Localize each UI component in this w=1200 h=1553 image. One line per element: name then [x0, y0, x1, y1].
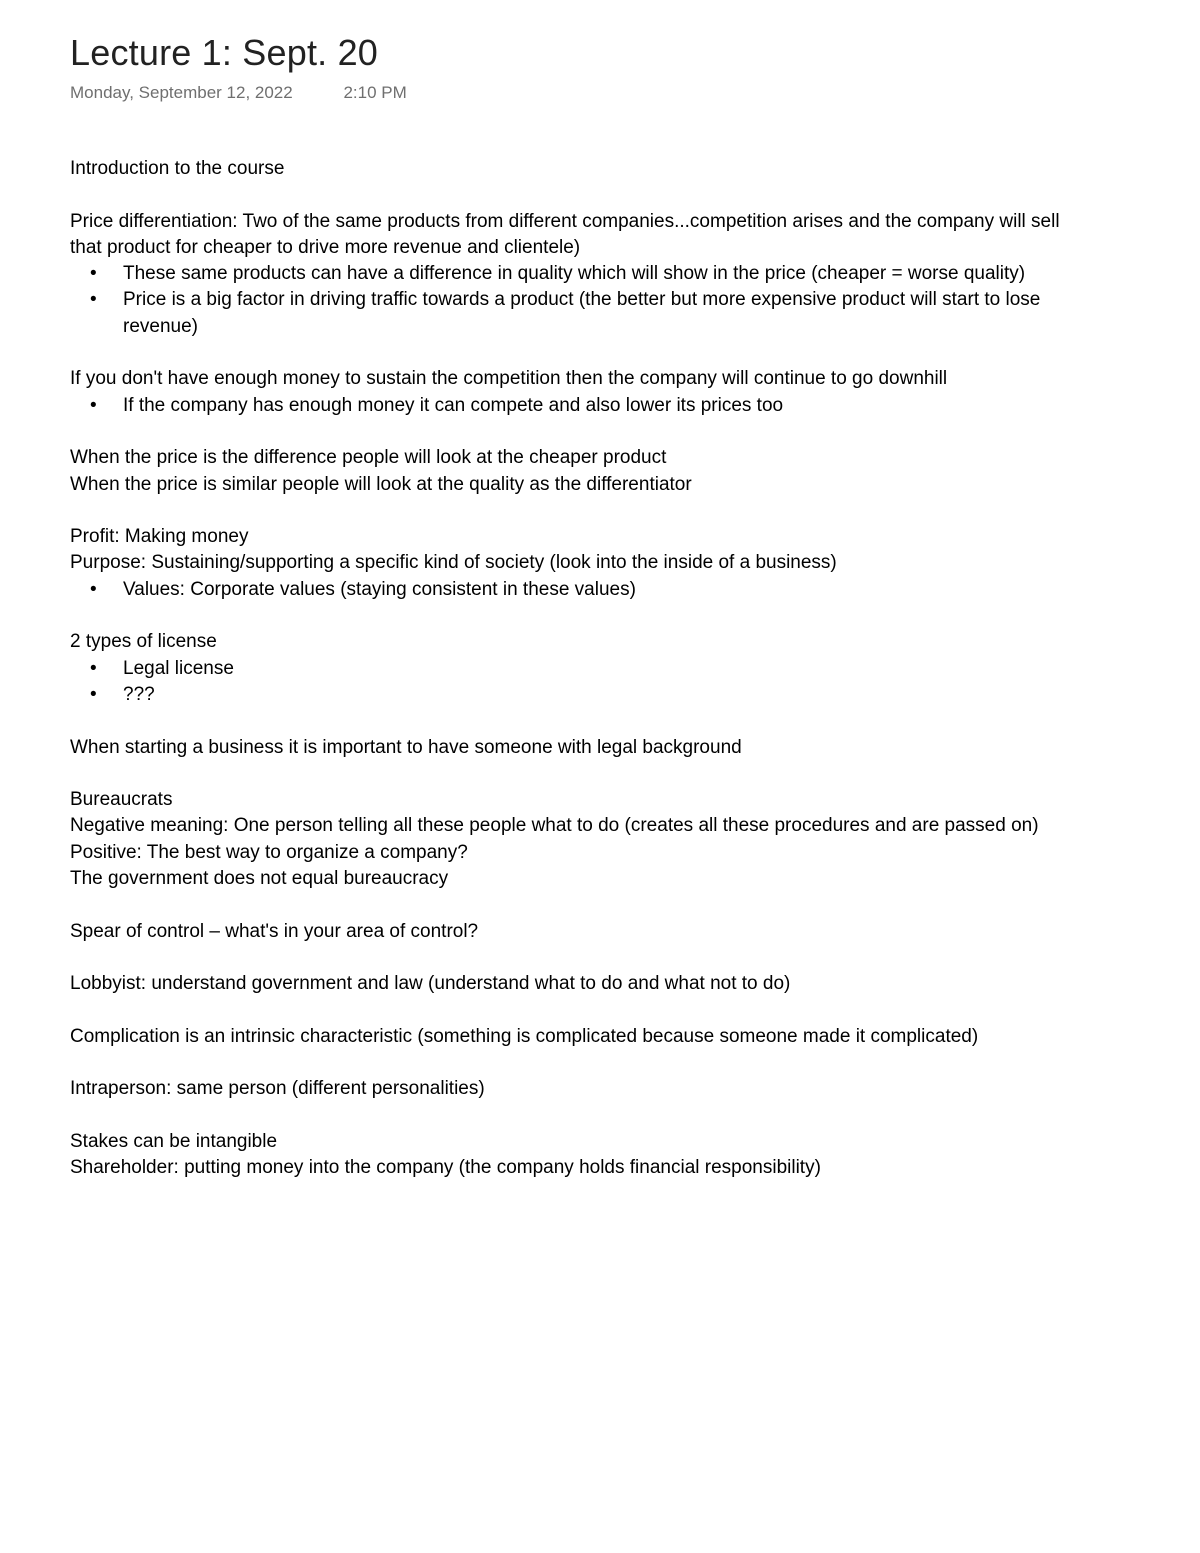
blank-line	[70, 340, 1070, 366]
note-paragraph: Negative meaning: One person telling all these people what to do (creates all these procedures and are passed on)	[70, 815, 1039, 837]
note-time: 2:10 PM	[343, 83, 407, 102]
bullet-item	[70, 577, 1070, 603]
blank-line	[70, 1050, 1070, 1076]
bullet-item	[70, 287, 1070, 340]
note-page	[70, 30, 1070, 1182]
page-title: Lecture 1: Sept. 20	[70, 32, 379, 73]
note-paragraph: When the price is similar people will look at the quality as the differentiator	[70, 473, 692, 495]
note-paragraph: The government does not equal bureaucracy	[70, 868, 449, 890]
bullet-text: ???	[123, 683, 155, 705]
bullet-list	[70, 656, 1070, 709]
note-paragraph: Introduction to the course	[70, 158, 285, 179]
note-paragraph: 2 types of license	[70, 631, 217, 653]
note-paragraph: Intraperson: same person (different personalities)	[70, 1078, 485, 1100]
blank-line	[70, 761, 1070, 787]
bullet-icon: •	[90, 683, 97, 705]
note-paragraph: Shareholder: putting money into the company (the company holds financial responsibility)	[70, 1157, 821, 1179]
bullet-item	[70, 682, 1070, 708]
note-meta	[70, 82, 1070, 104]
note-body	[70, 156, 1070, 1182]
note-paragraph: Lobbyist: understand government and law (understand what to do and what not to do)	[70, 973, 791, 995]
note-paragraph: Stakes can be intangible	[70, 1130, 278, 1152]
blank-line	[70, 498, 1070, 524]
note-paragraph: If you don't have enough money to sustain the competition then the company will continue to go downhill	[70, 368, 948, 390]
blank-line	[70, 892, 1070, 918]
bullet-icon: •	[90, 578, 97, 600]
blank-line	[70, 419, 1070, 445]
bullet-item	[70, 393, 1070, 419]
note-paragraph: When the price is the difference people will look at the cheaper product	[70, 447, 667, 469]
note-date: Monday, September 12, 2022	[70, 83, 293, 102]
blank-line	[70, 998, 1070, 1024]
bullet-text: If the company has enough money it can compete and also lower its prices too	[123, 394, 784, 416]
bullet-text: These same products can have a difference in quality which will show in the price (cheaper = worse quality)	[123, 263, 1026, 285]
blank-line	[70, 708, 1070, 734]
bullet-text: Legal license	[123, 657, 234, 679]
bullet-list	[70, 577, 1070, 603]
note-paragraph: Price differentiation: Two of the same products from different companies...competition arises and the company will sell that product for cheaper to drive more revenue and clientele)	[70, 210, 1060, 258]
bullet-icon: •	[90, 263, 97, 285]
note-paragraph: Complication is an intrinsic characteristic (something is complicated because someone made it complicated)	[70, 1025, 979, 1047]
blank-line	[70, 1103, 1070, 1129]
blank-line	[70, 945, 1070, 971]
bullet-item	[70, 656, 1070, 682]
blank-line	[70, 182, 1070, 208]
bullet-list	[70, 261, 1070, 340]
bullet-text: Price is a big factor in driving traffic towards a product (the better but more expensive product will start to lose revenue)	[123, 289, 1041, 337]
bullet-text: Values: Corporate values (staying consistent in these values)	[123, 578, 636, 600]
bullet-item	[70, 261, 1070, 287]
bullet-icon: •	[90, 394, 97, 416]
blank-line	[70, 603, 1070, 629]
bullet-icon: •	[90, 657, 97, 679]
note-paragraph: Positive: The best way to organize a company?	[70, 841, 468, 863]
note-paragraph: Purpose: Sustaining/supporting a specific kind of society (look into the inside of a business)	[70, 552, 837, 574]
bullet-icon: •	[90, 289, 97, 311]
note-paragraph: Profit: Making money	[70, 526, 249, 548]
note-paragraph: Bureaucrats	[70, 789, 173, 811]
note-paragraph: When starting a business it is important to have someone with legal background	[70, 736, 742, 758]
note-paragraph: Spear of control – what's in your area of control?	[70, 920, 479, 942]
bullet-list	[70, 393, 1070, 419]
